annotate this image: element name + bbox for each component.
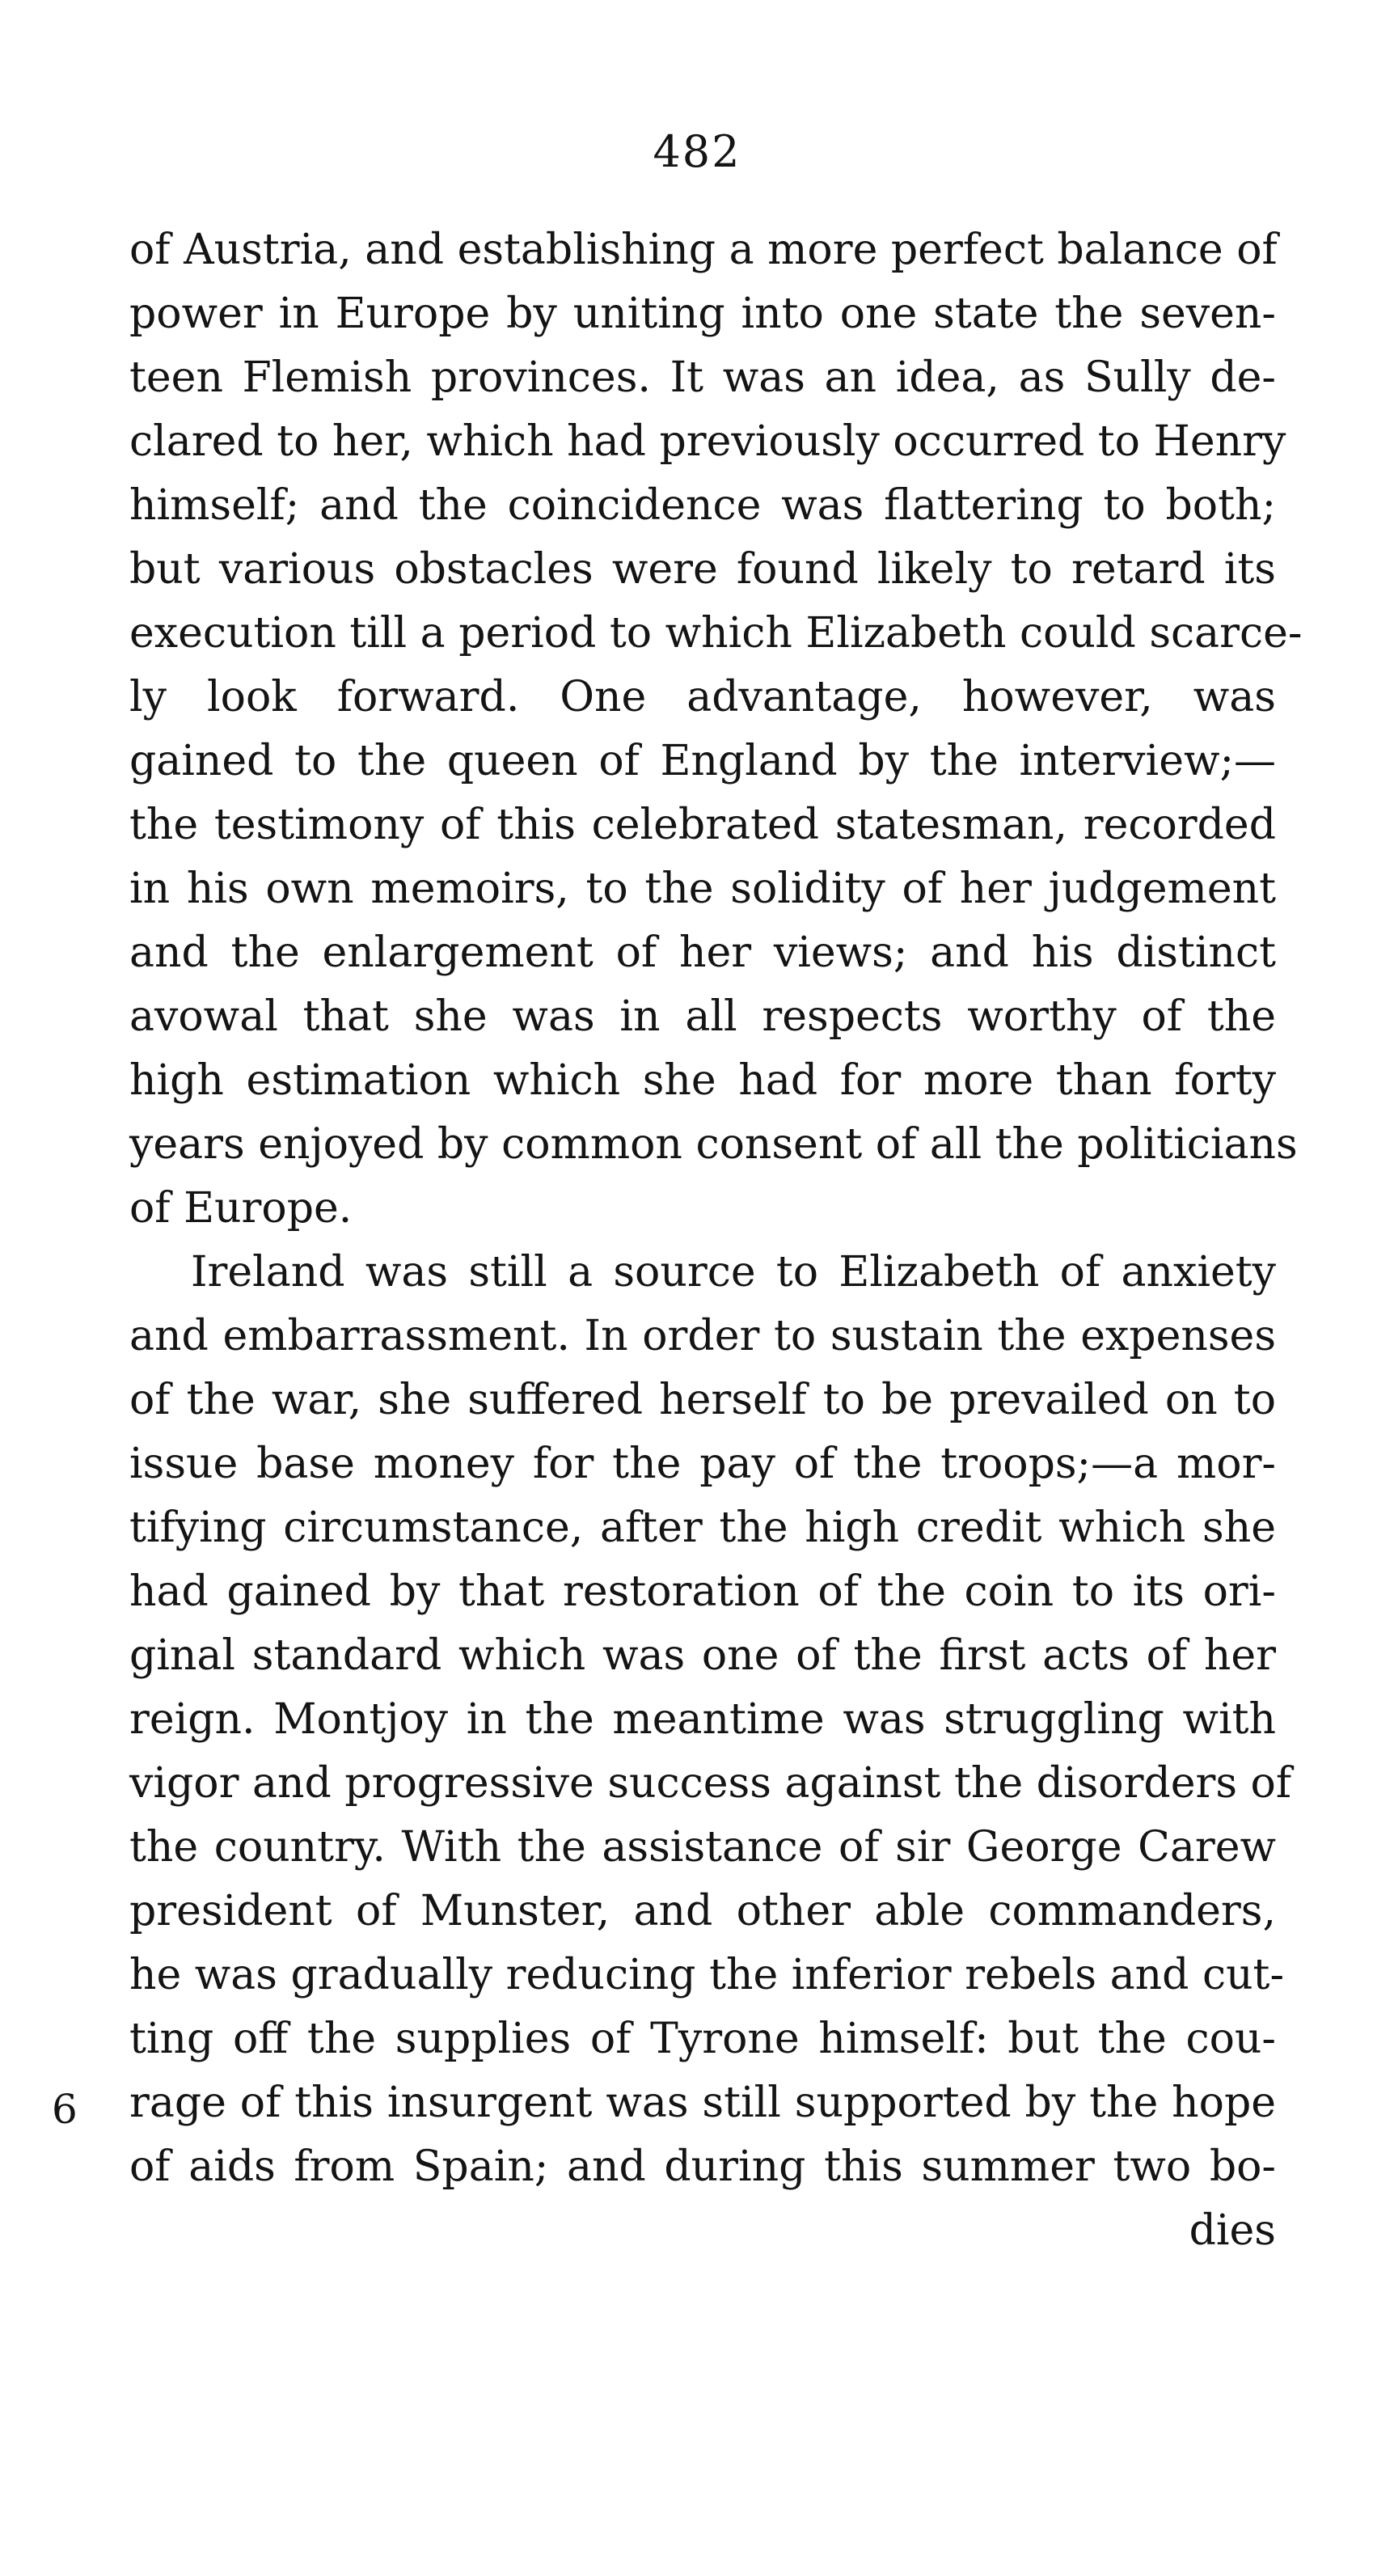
text-line: president of Munster, and other able commanders,: [129, 1887, 1276, 1935]
text-line: teen Flemish provinces. It was an idea, as Sully de-: [129, 353, 1276, 402]
text-line: he was gradually reducing the inferior rebels and cut-: [129, 1951, 1285, 1999]
text-line: but various obstacles were found likely to retard its: [129, 545, 1276, 594]
text-line: ginal standard which was one of the first acts of her: [129, 1631, 1276, 1680]
text-line: gained to the queen of England by the interview;—: [129, 737, 1276, 785]
text-line: years enjoyed by common consent of all the politicians: [129, 1120, 1298, 1169]
page-number: 482: [653, 126, 741, 177]
text-line: of the war, she suffered herself to be prevailed on to: [129, 1376, 1276, 1424]
text-line: reign. Montjoy in the meantime was struggling with: [129, 1695, 1276, 1744]
text-line: and embarrassment. In order to sustain the expenses: [129, 1312, 1276, 1360]
text-line: avowal that she was in all respects worthy of the: [129, 992, 1276, 1041]
text-line: Ireland was still a source to Elizabeth of anxiety: [191, 1248, 1276, 1296]
text-line: high estimation which she had for more than forty: [129, 1056, 1276, 1105]
text-line: vigor and progressive success against the disorders of: [129, 1759, 1292, 1808]
text-line: of Austria, and establishing a more perfect balance of: [129, 226, 1278, 274]
text-line: himself; and the coincidence was flattering to both;: [129, 481, 1276, 530]
body-text: [129, 218, 1303, 2263]
text-line: of aids from Spain; and during this summer two bo-: [129, 2142, 1276, 2191]
text-line: rage of this insurgent was still supported by the hope: [129, 2079, 1276, 2127]
paragraph: [129, 218, 1303, 1241]
text-line: of Europe.: [129, 1184, 353, 1233]
text-line: the testimony of this celebrated statesman, recorded: [129, 801, 1276, 849]
text-line: execution till a period to which Elizabeth could scarce-: [129, 609, 1303, 658]
text-line: the country. With the assistance of sir George Carew: [129, 1823, 1276, 1872]
text-line: ting off the supplies of Tyrone himself: but the cou-: [129, 2015, 1276, 2063]
paragraph: [129, 1241, 1292, 2199]
text-line: had gained by that restoration of the coin to its ori-: [129, 1567, 1276, 1616]
text-line: ly look forward. One advantage, however, was: [129, 673, 1276, 721]
text-line: and the enlargement of her views; and his distinct: [129, 928, 1276, 977]
margin-mark: 6: [52, 2086, 78, 2133]
text-line: issue base money for the pay of the troops;—a mor-: [129, 1440, 1276, 1488]
text-line: clared to her, which had previously occurred to Henry: [129, 417, 1286, 466]
text-line: in his own memoirs, to the solidity of her judgement: [129, 865, 1276, 913]
text-line: tifying circumstance, after the high credit which she: [129, 1504, 1276, 1552]
text-line: power in Europe by uniting into one state the seven-: [129, 290, 1276, 338]
catchword: dies: [1189, 2206, 1276, 2255]
